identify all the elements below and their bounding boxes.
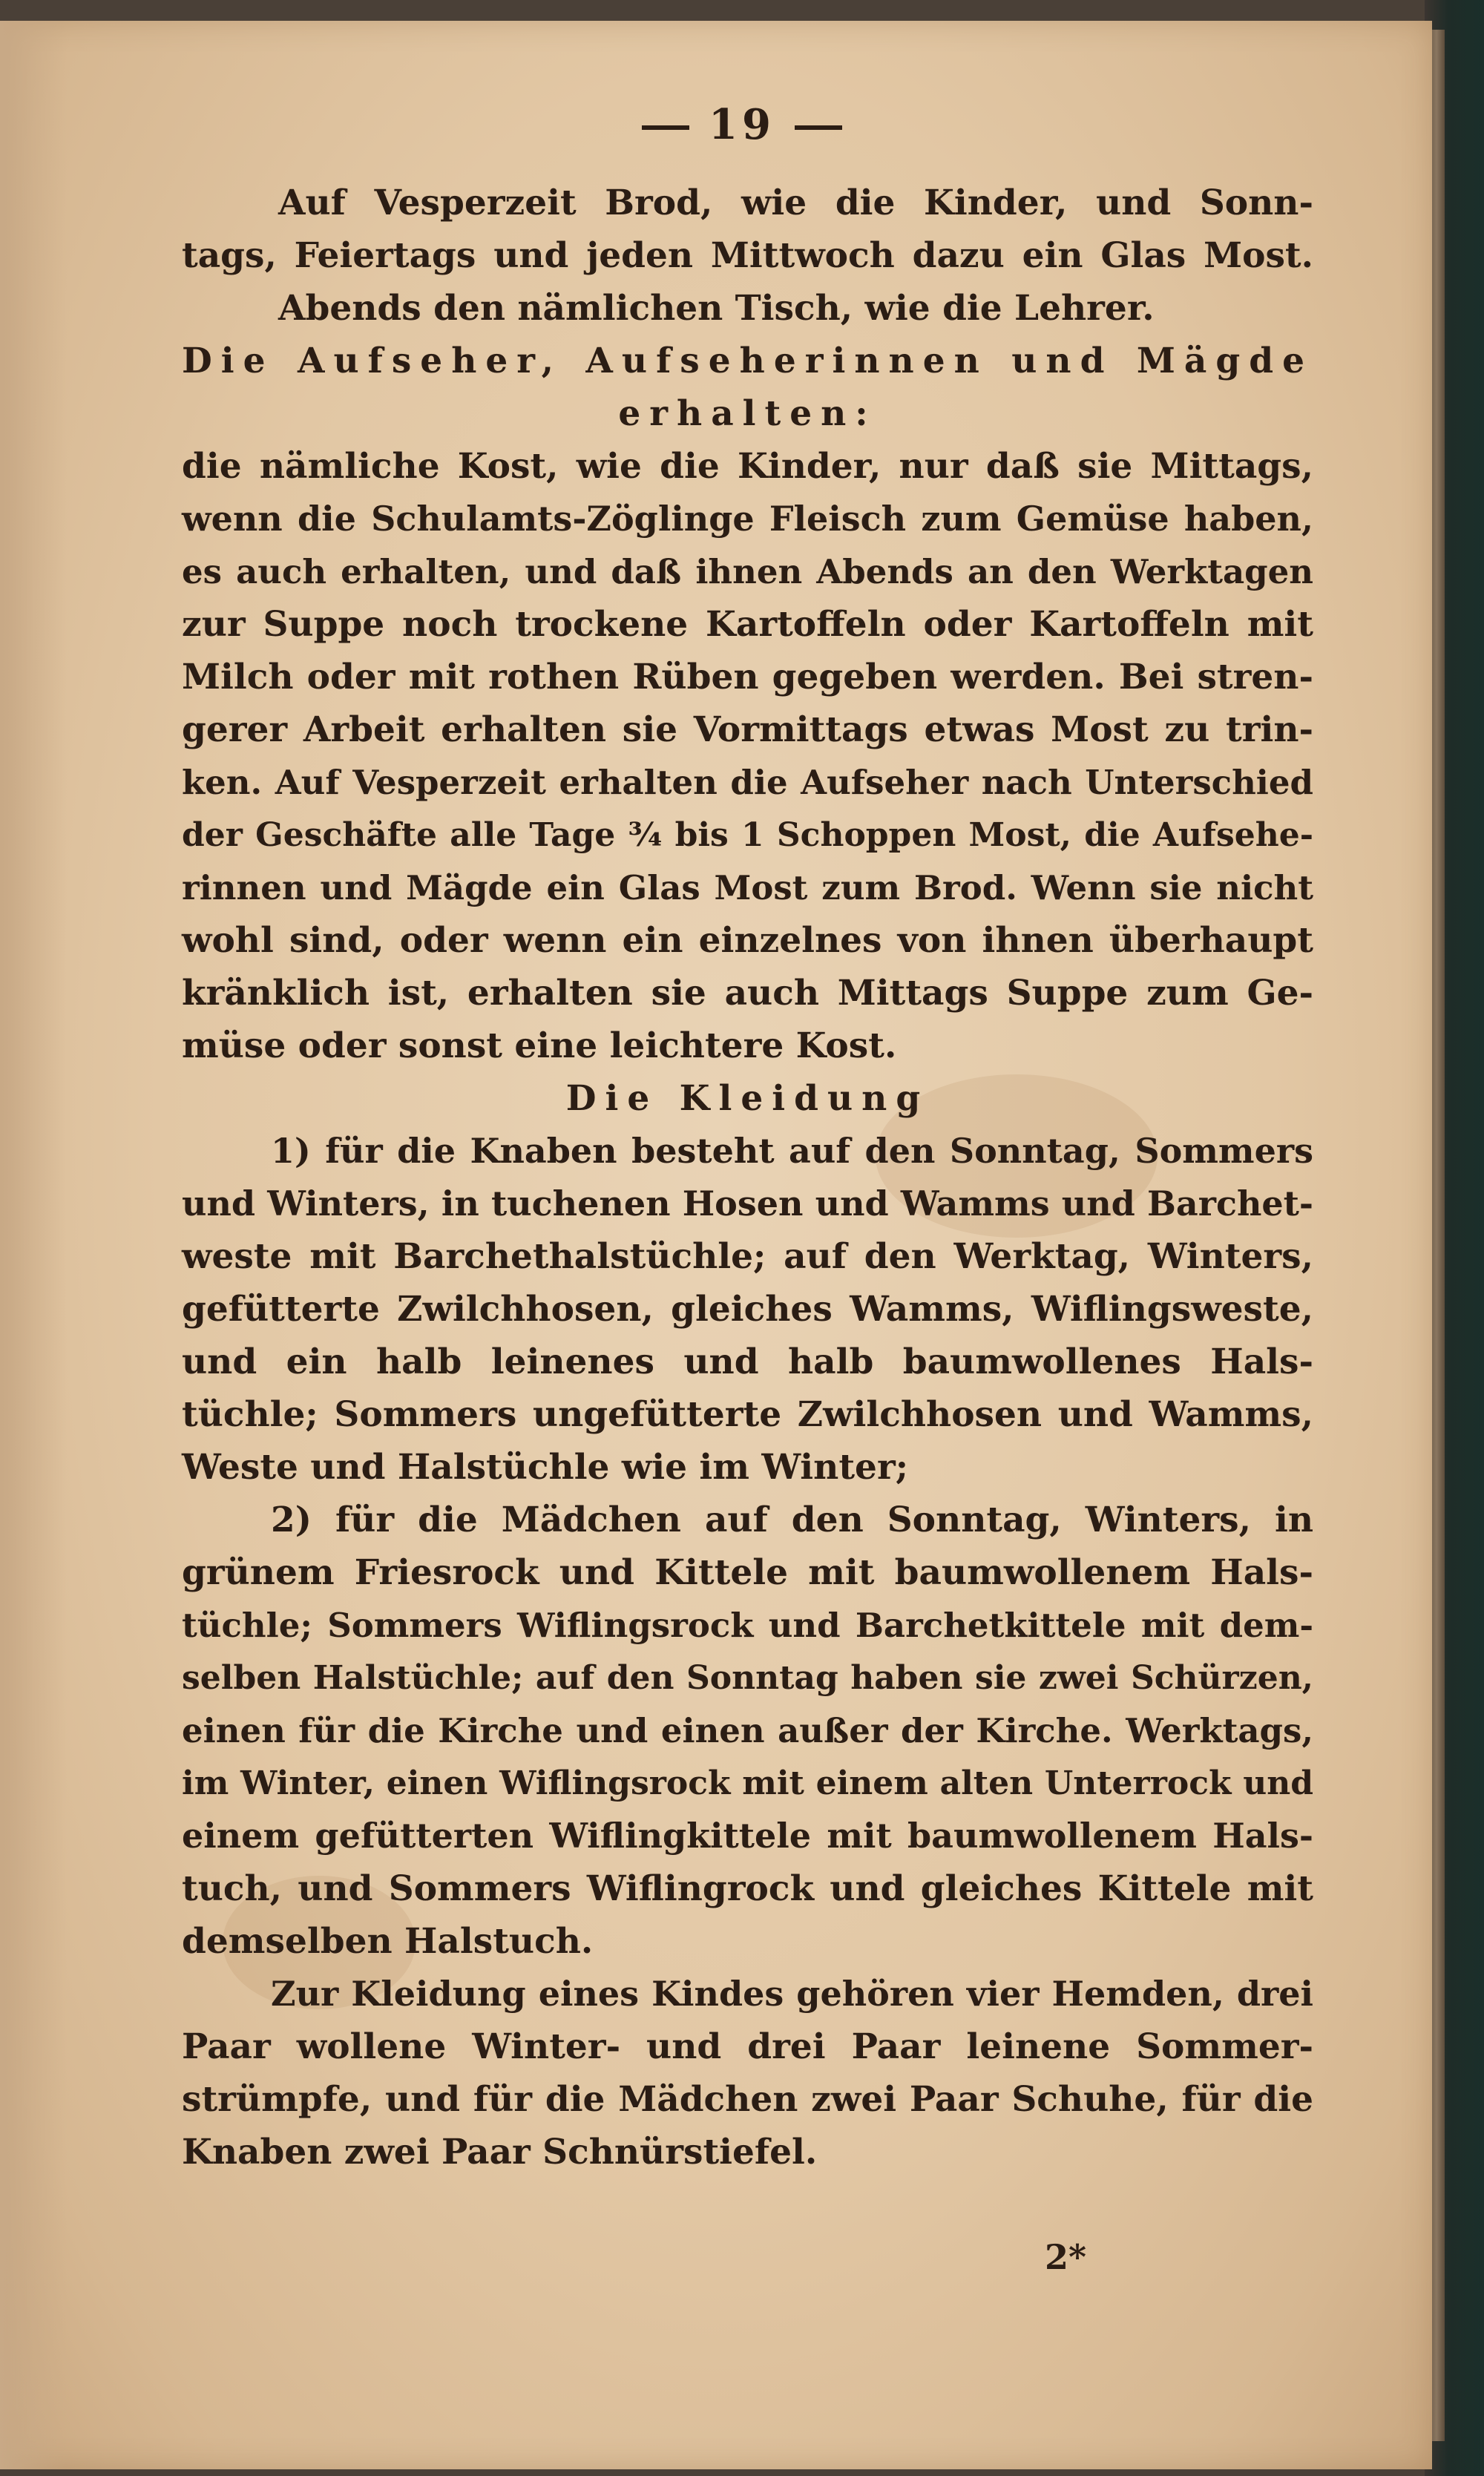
text-line: erhalten: bbox=[618, 393, 877, 434]
text-line: rinnen und Mägde ein Glas Most zum Brod. Wenn sie nicht bbox=[182, 868, 1313, 907]
text-line: gerer Arbeit erhalten sie Vormittags etwas Most zu trin- bbox=[182, 709, 1313, 750]
text-line: Milch oder mit rothen Rüben gegeben werden. Bei stren- bbox=[182, 657, 1313, 697]
text-line: tags, Feiertags und jeden Mittwoch dazu ein Glas Most. bbox=[182, 235, 1313, 276]
text-line: Die Aufseher, Aufseherinnen und Mägde bbox=[182, 341, 1313, 381]
text-line: demselben Halstuch. bbox=[182, 1921, 594, 1962]
text-line: der Geschäfte alle Tage ¾ bis 1 Schoppen Most, die Aufsehe- bbox=[182, 816, 1313, 854]
text-line: Knaben zwei Paar Schnürstiefel. bbox=[182, 2132, 818, 2173]
text-line: tuch, und Sommers Wiflingrock und gleiches Kittele mit bbox=[182, 1868, 1313, 1909]
signature-mark: 2* bbox=[1045, 2237, 1087, 2277]
text-line: tüchle; Sommers Wiflingsrock und Barchetkittele mit dem- bbox=[182, 1606, 1313, 1645]
text-line: wohl sind, oder wenn ein einzelnes von ihnen überhaupt bbox=[182, 920, 1313, 961]
text-line: Abends den nämlichen Tisch, wie die Lehrer. bbox=[278, 288, 1155, 329]
text-line: müse oder sonst eine leichtere Kost. bbox=[182, 1025, 897, 1066]
text-line: wenn die Schulamts-Zöglinge Fleisch zum Gemüse haben, bbox=[182, 499, 1313, 539]
text-line: im Winter, einen Wiflingsrock mit einem alten Unterrock und bbox=[182, 1764, 1313, 1802]
dash-left bbox=[642, 125, 689, 130]
text-line: 2) für die Mädchen auf den Sonntag, Winters, in bbox=[271, 1500, 1313, 1540]
text-line: selben Halstüchle; auf den Sonntag haben sie zwei Schürzen, bbox=[182, 1659, 1313, 1697]
text-line: Die Kleidung bbox=[565, 1078, 930, 1119]
text-line: einem gefütterten Wiflingkittele mit baumwollenem Hals- bbox=[182, 1816, 1313, 1856]
text-line: Weste und Halstüchle wie im Winter; bbox=[182, 1447, 909, 1488]
text-line: Paar wollene Winter- und drei Paar leinene Sommer- bbox=[182, 2026, 1313, 2067]
text-line: gefütterte Zwilchhosen, gleiches Wamms, Wiflingsweste, bbox=[182, 1289, 1313, 1330]
text-line: Auf Vesperzeit Brod, wie die Kinder, und Sonn- bbox=[278, 183, 1313, 223]
dash-right bbox=[795, 125, 842, 130]
text-line: zur Suppe noch trockene Kartoffeln oder Kartoffeln mit bbox=[182, 604, 1313, 645]
text-line: die nämliche Kost, wie die Kinder, nur daß sie Mittags, bbox=[182, 446, 1313, 487]
text-line: und ein halb leinenes und halb baumwollenes Hals- bbox=[182, 1342, 1313, 1382]
text-line: grünem Friesrock und Kittele mit baumwollenem Hals- bbox=[182, 1552, 1313, 1593]
text-line: tüchle; Sommers ungefütterte Zwilchhosen und Wamms, bbox=[182, 1394, 1313, 1435]
text-line: es auch erhalten, und daß ihnen Abends an den Werktagen bbox=[182, 552, 1313, 591]
text-line: ken. Auf Vesperzeit erhalten die Aufseher nach Unterschied bbox=[182, 763, 1313, 802]
page-number-value: 19 bbox=[709, 100, 775, 149]
text-line: weste mit Barchethalstüchle; auf den Werktag, Winters, bbox=[182, 1236, 1313, 1277]
text-line: kränklich ist, erhalten sie auch Mittags Suppe zum Ge- bbox=[182, 973, 1313, 1014]
page-number bbox=[608, 100, 876, 160]
text-line: einen für die Kirche und einen außer der Kirche. Werktags, bbox=[182, 1711, 1313, 1750]
body-text bbox=[182, 177, 1313, 2178]
gutter-shadow bbox=[0, 21, 67, 2469]
text-line: Zur Kleidung eines Kindes gehören vier Hemden, drei bbox=[271, 1974, 1313, 2014]
text-line: 1) für die Knaben besteht auf den Sonntag, Sommers bbox=[271, 1131, 1313, 1171]
text-line: und Winters, in tuchenen Hosen und Wamms und Barchet- bbox=[182, 1183, 1313, 1224]
text-line: strümpfe, und für die Mädchen zwei Paar Schuhe, für die bbox=[182, 2079, 1313, 2120]
